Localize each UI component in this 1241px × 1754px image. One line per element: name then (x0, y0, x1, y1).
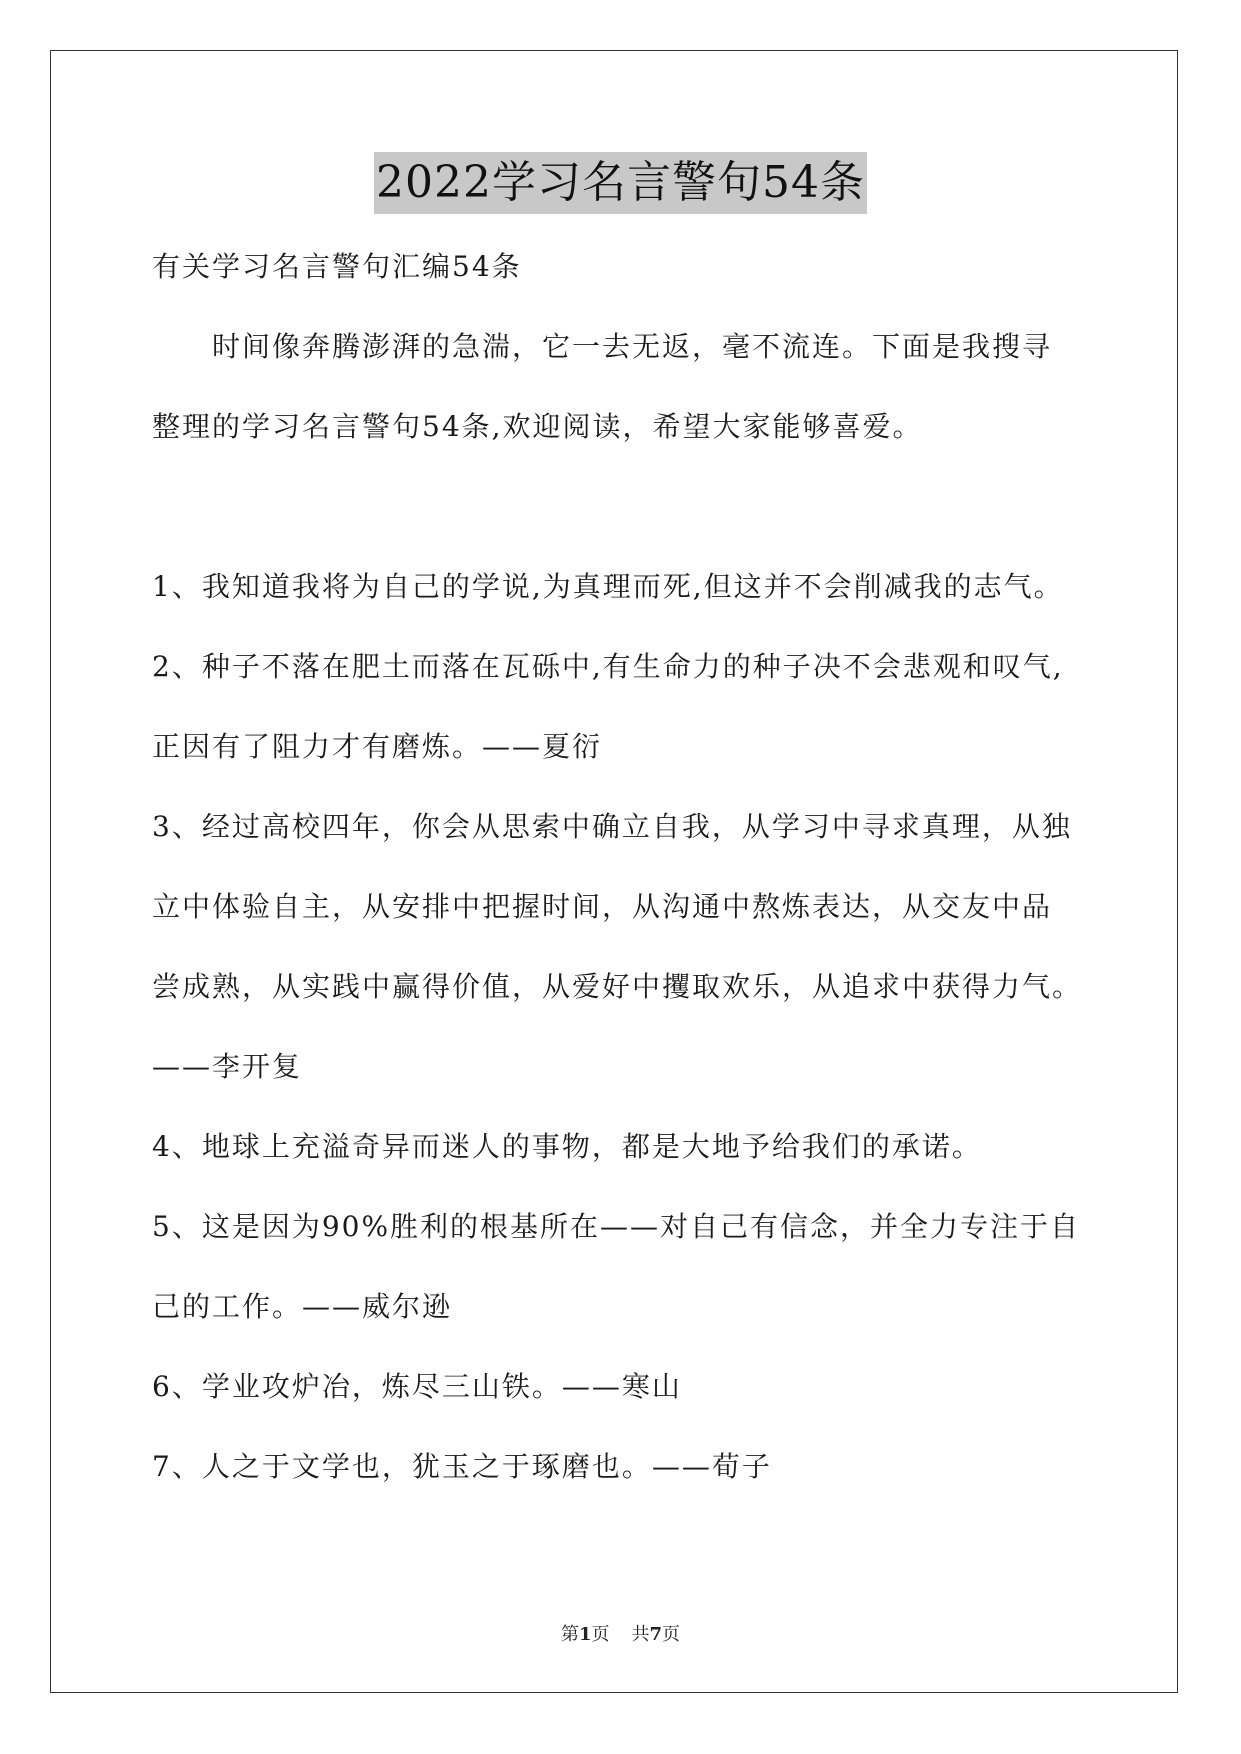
intro-paragraph-line: 时间像奔腾澎湃的急湍，它一去无返，毫不流连。下面是我搜寻 (152, 330, 1053, 363)
quote-line: 4、地球上充溢奇异而迷人的事物，都是大地予给我们的承诺。 (152, 1130, 982, 1163)
quote-line: 6、学业攻炉冶，炼尽三山铁。——寒山 (152, 1370, 682, 1403)
intro-paragraph-line: 整理的学习名言警句54条,欢迎阅读，希望大家能够喜爱。 (152, 410, 923, 443)
document-body (152, 240, 1112, 1520)
quote-line: 尝成熟，从实践中赢得价值，从爱好中攫取欢乐，从追求中获得力气。 (152, 970, 1083, 1003)
total-suffix: 页 (662, 1624, 681, 1645)
quote-line: 2、种子不落在肥土而落在瓦砾中,有生命力的种子决不会悲观和叹气, (152, 650, 1064, 683)
page-footer (0, 1620, 1241, 1646)
quote-line: 5、这是因为90%胜利的根基所在——对自己有信念，并全力专注于自 (152, 1210, 1081, 1243)
page-suffix: 页 (591, 1624, 610, 1645)
quote-line: 正因有了阻力才有磨炼。——夏衍 (152, 730, 603, 763)
quote-line: 3、经过高校四年，你会从思索中确立自我，从学习中寻求真理，从独 (152, 810, 1072, 843)
quote-line: 1、我知道我将为自己的学说,为真理而死,但这并不会削减我的志气。 (152, 570, 1064, 603)
page-total: 7 (649, 1624, 663, 1645)
quote-line: 7、人之于文学也，犹玉之于琢磨也。——荀子 (152, 1450, 772, 1483)
quote-line: 己的工作。——威尔逊 (152, 1290, 453, 1323)
subtitle: 有关学习名言警句汇编54条 (152, 250, 522, 283)
page-current: 1 (578, 1624, 592, 1645)
title-container (0, 152, 1241, 214)
quote-line: 立中体验自主，从安排中把握时间，从沟通中熬炼表达，从交友中品 (152, 890, 1053, 923)
document-title: 2022学习名言警句54条 (374, 152, 867, 214)
paragraph-spacer (152, 480, 1112, 560)
quote-line: ——李开复 (152, 1050, 303, 1083)
page-prefix: 第 (560, 1624, 579, 1645)
total-prefix: 共 (631, 1624, 650, 1645)
